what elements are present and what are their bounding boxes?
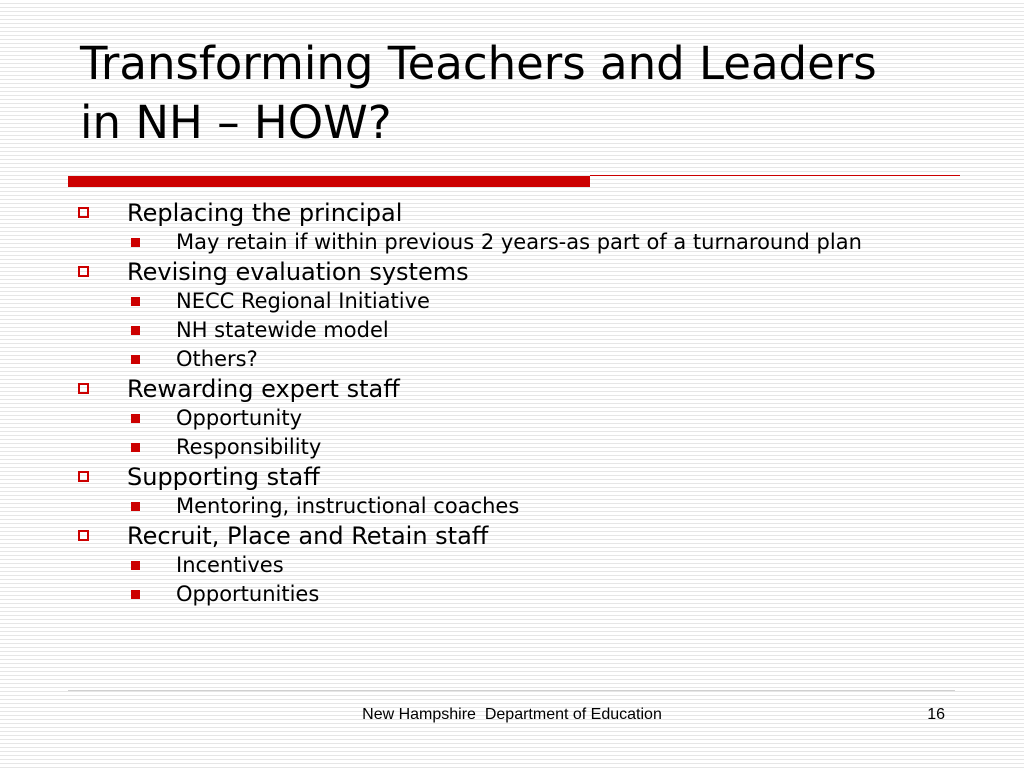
footer-divider [68,690,955,691]
filled-square-bullet-icon [131,561,140,570]
bullet-list [0,198,1024,609]
sub-bullet-list [0,551,1024,609]
sub-bullet-text: Responsibility [176,435,322,459]
sub-bullet-text: Mentoring, instructional coaches [176,494,520,518]
title-line-1: Transforming Teachers and Leaders [80,37,877,90]
title-underline-thin-rule [590,175,960,176]
sub-bullet-list [0,404,1024,462]
bullet-item [0,462,1024,521]
sub-bullet-list [0,228,1024,257]
sub-bullet-text: Opportunities [176,582,320,606]
hollow-square-bullet-icon [78,266,89,277]
bullet-text: Revising evaluation systems [127,258,469,286]
sub-bullet-text: Opportunity [176,406,303,430]
sub-bullet-item [0,580,936,609]
bullet-item [0,521,1024,609]
filled-square-bullet-icon [131,297,140,306]
sub-bullet-item [0,492,936,521]
sub-bullet-text: Others? [176,347,258,371]
filled-square-bullet-icon [131,326,140,335]
sub-bullet-item [0,228,936,257]
sub-bullet-item [0,433,936,462]
bullet-text: Replacing the principal [127,199,403,227]
sub-bullet-list [0,287,1024,374]
hollow-square-bullet-icon [78,471,89,482]
sub-bullet-item [0,404,936,433]
title-underline-bar [68,176,590,187]
sub-bullet-text: NH statewide model [176,318,389,342]
bullet-item [0,198,1024,257]
hollow-square-bullet-icon [78,383,89,394]
hollow-square-bullet-icon [78,207,89,218]
filled-square-bullet-icon [131,443,140,452]
filled-square-bullet-icon [131,414,140,423]
sub-bullet-list [0,492,1024,521]
sub-bullet-text: NECC Regional Initiative [176,289,430,313]
page-number: 16 [927,706,945,723]
sub-bullet-text: May retain if within previous 2 years-as part of a turnaround plan [176,230,862,254]
footer-text: New Hampshire Department of Education [362,706,662,723]
bullet-item [0,374,1024,462]
sub-bullet-item [0,287,936,316]
sub-bullet-item [0,316,936,345]
filled-square-bullet-icon [131,590,140,599]
bullet-text: Supporting staff [127,463,320,491]
bullet-text: Rewarding expert staff [127,375,400,403]
filled-square-bullet-icon [131,502,140,511]
filled-square-bullet-icon [131,238,140,247]
bullet-item [0,257,1024,374]
title-line-2: in NH – HOW? [80,96,392,149]
bullet-text: Recruit, Place and Retain staff [127,522,489,550]
hollow-square-bullet-icon [78,530,89,541]
sub-bullet-item [0,551,936,580]
slide-title [80,34,980,152]
sub-bullet-text: Incentives [176,553,284,577]
sub-bullet-item [0,345,936,374]
filled-square-bullet-icon [131,355,140,364]
